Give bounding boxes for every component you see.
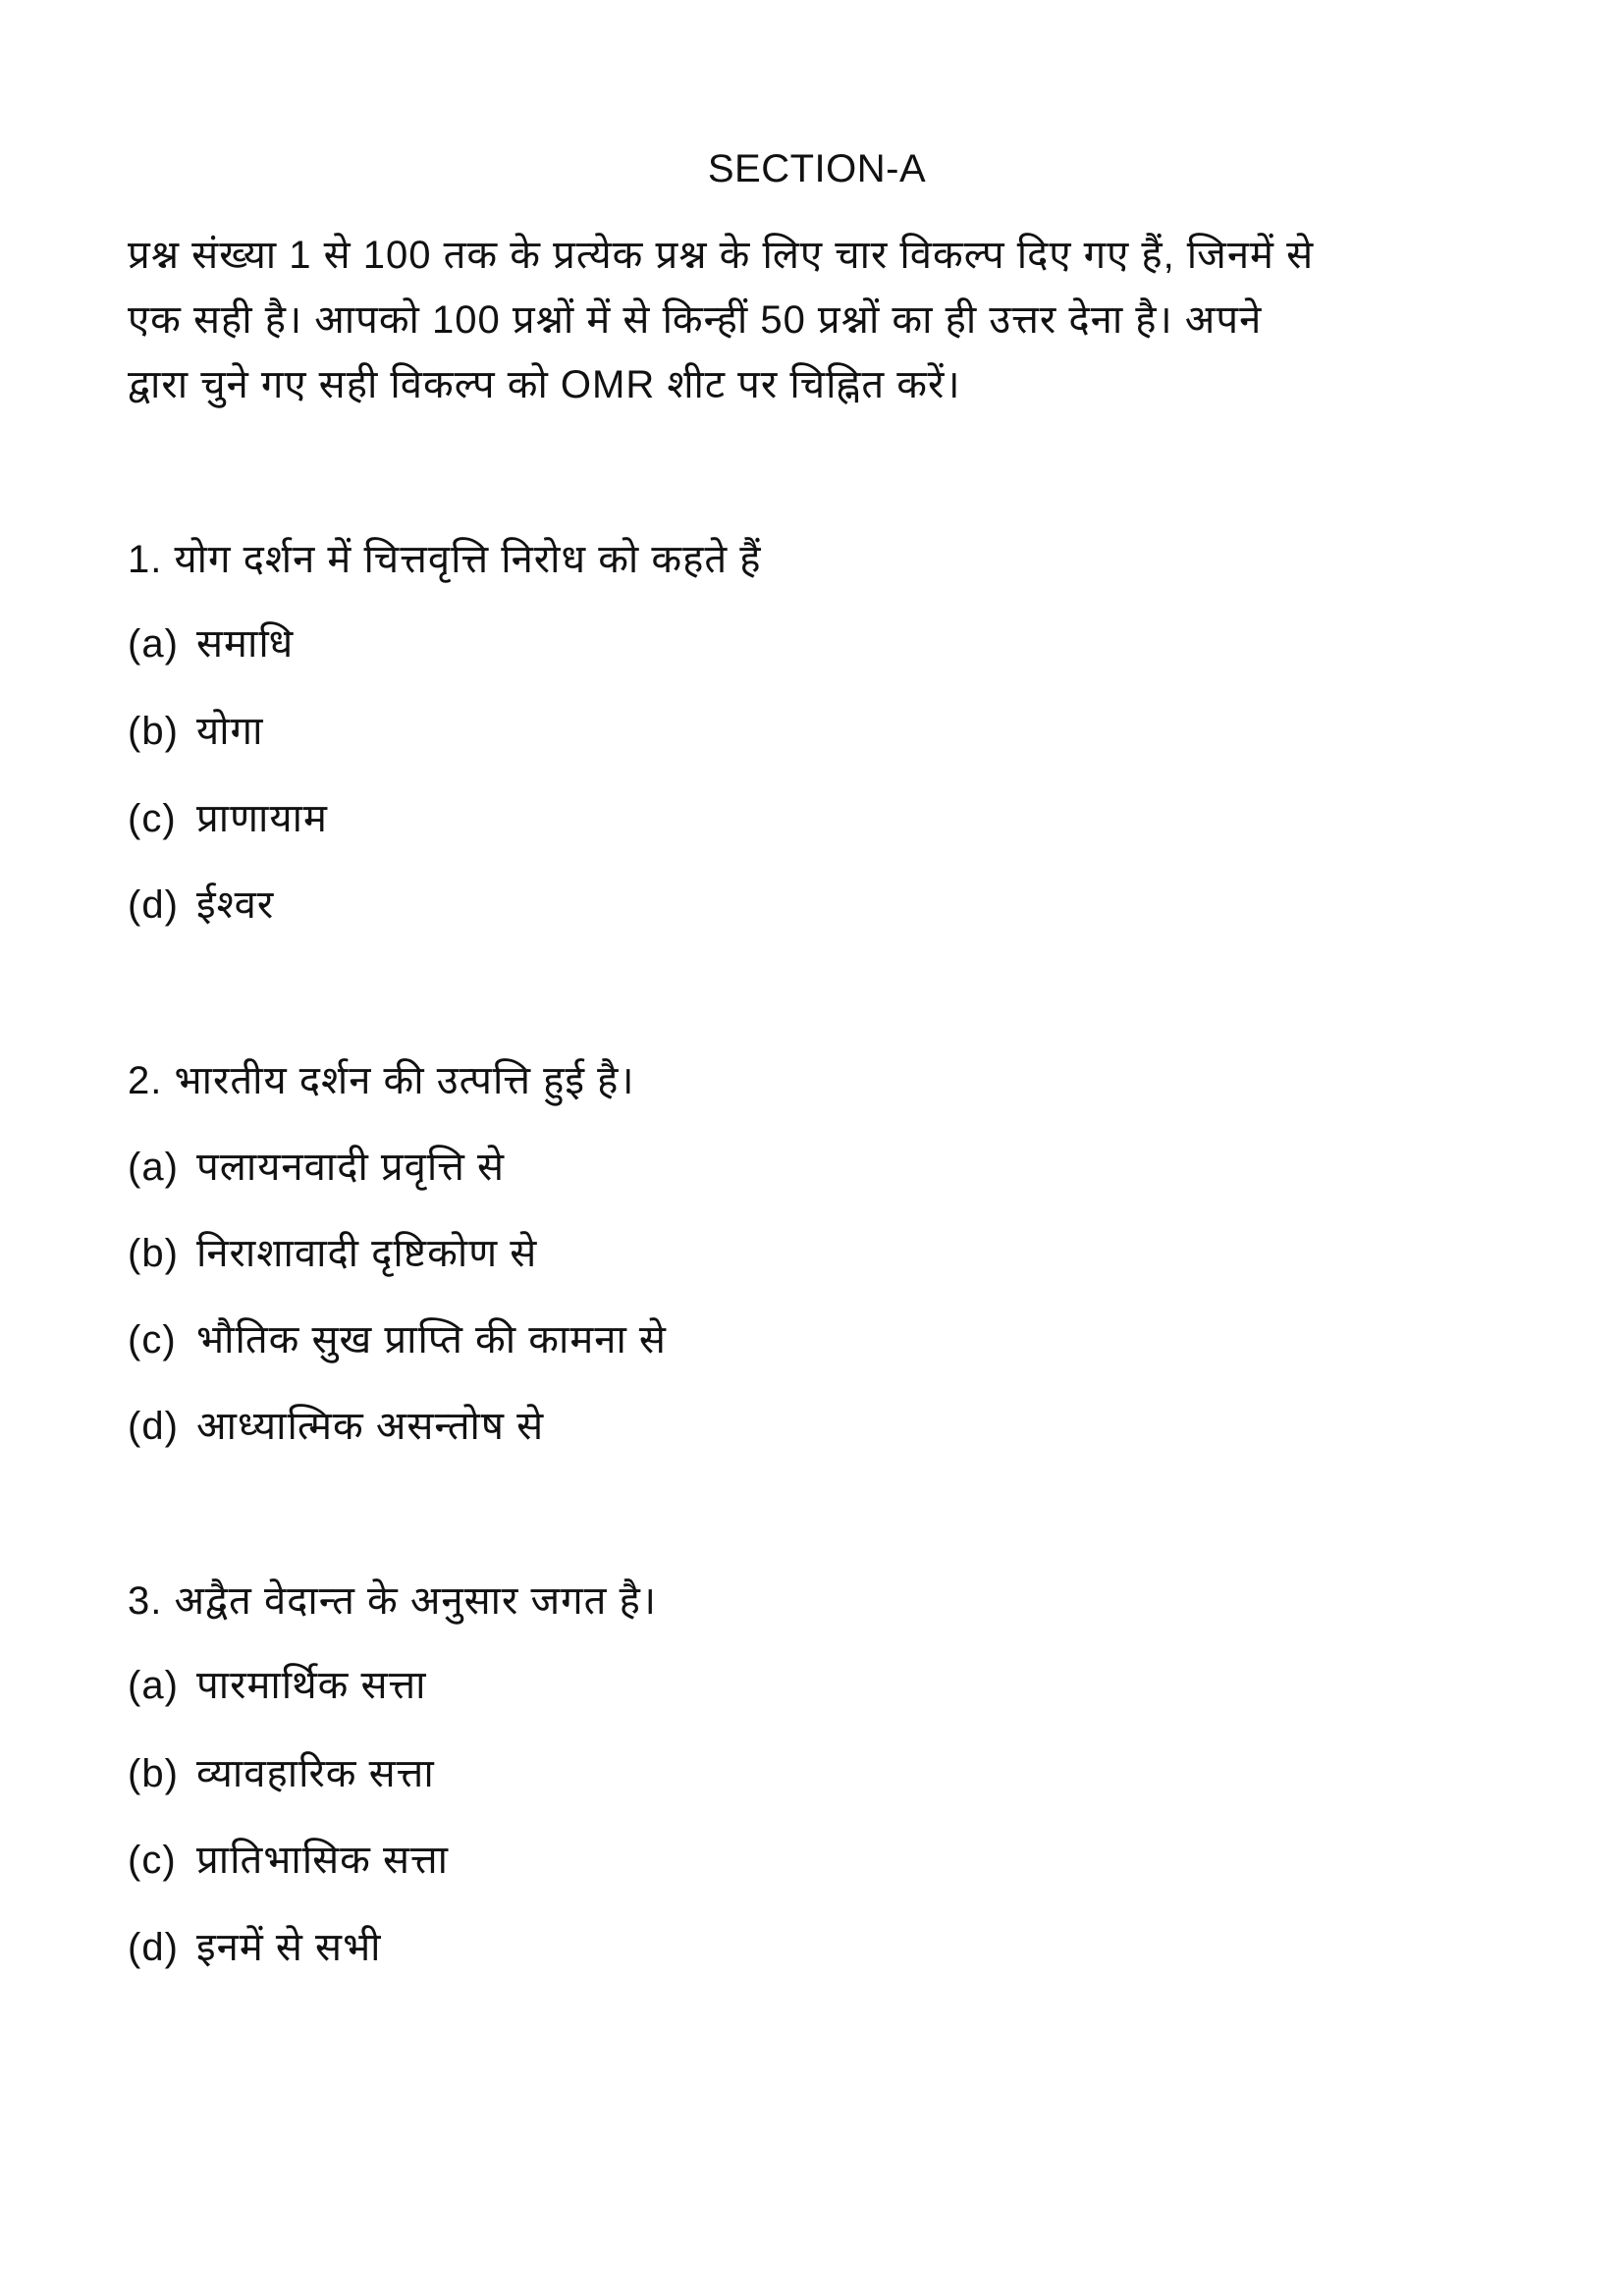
- option-text: निराशावादी दृष्टिकोण से: [196, 1232, 538, 1275]
- option-text: इनमें से सभी: [196, 1926, 382, 1969]
- option-item: [128, 1928, 382, 1967]
- option-label: (b): [128, 1752, 179, 1795]
- question-text: 2. भारतीय दर्शन की उत्पत्ति हुई है।: [128, 1059, 635, 1102]
- option-label: (c): [128, 1839, 177, 1882]
- option-text: प्रातिभासिक सत्ता: [196, 1839, 450, 1882]
- option-label: (c): [128, 1318, 177, 1362]
- option-label: (d): [128, 1926, 179, 1969]
- option-text: ईश्वर: [196, 883, 275, 927]
- option-item: [128, 1841, 449, 1880]
- option-item: [128, 1407, 544, 1446]
- question-text: 3. अद्वैत वेदान्त के अनुसार जगत है।: [128, 1579, 657, 1623]
- option-item: [128, 799, 328, 838]
- option-text: व्यावहारिक सत्ता: [196, 1752, 435, 1795]
- option-item: [128, 1320, 667, 1360]
- question-text: 1. योग दर्शन में चित्तवृत्ति निरोध को कहते हैं: [128, 538, 762, 581]
- option-item: [128, 885, 274, 925]
- option-label: (c): [128, 797, 177, 840]
- option-item: [128, 1666, 427, 1705]
- section-title: SECTION-A: [707, 147, 927, 190]
- option-label: (a): [128, 622, 179, 666]
- instructions-line: एक सही है। आपको 100 प्रश्नों में से किन्हीं 50 प्रश्नों का ही उत्तर देना है। अपने: [128, 298, 1263, 342]
- option-text: पलायनवादी प्रवृत्ति से: [196, 1146, 506, 1189]
- option-label: (a): [128, 1146, 179, 1189]
- option-item: [128, 1234, 537, 1273]
- option-item: [128, 1754, 435, 1793]
- option-label: (b): [128, 710, 179, 753]
- option-label: (d): [128, 883, 179, 927]
- option-label: (d): [128, 1405, 179, 1448]
- option-text: भौतिक सुख प्राप्ति की कामना से: [196, 1318, 667, 1362]
- option-text: योगा: [196, 710, 264, 753]
- instructions-line: द्वारा चुने गए सही विकल्प को OMR शीट पर चिह्नित करें।: [128, 363, 961, 406]
- option-label: (a): [128, 1664, 179, 1707]
- option-item: [128, 712, 263, 751]
- option-text: प्राणायाम: [196, 797, 328, 840]
- option-text: समाधि: [196, 622, 295, 666]
- option-label: (b): [128, 1232, 179, 1275]
- option-item: [128, 624, 294, 664]
- instructions-line: प्रश्न संख्या 1 से 100 तक के प्रत्येक प्रश्न के लिए चार विकल्प दिए गए हैं, जिनमें से: [128, 234, 1315, 277]
- option-item: [128, 1148, 505, 1187]
- option-text: पारमार्थिक सत्ता: [196, 1664, 427, 1707]
- option-text: आध्यात्मिक असन्तोष से: [196, 1405, 545, 1448]
